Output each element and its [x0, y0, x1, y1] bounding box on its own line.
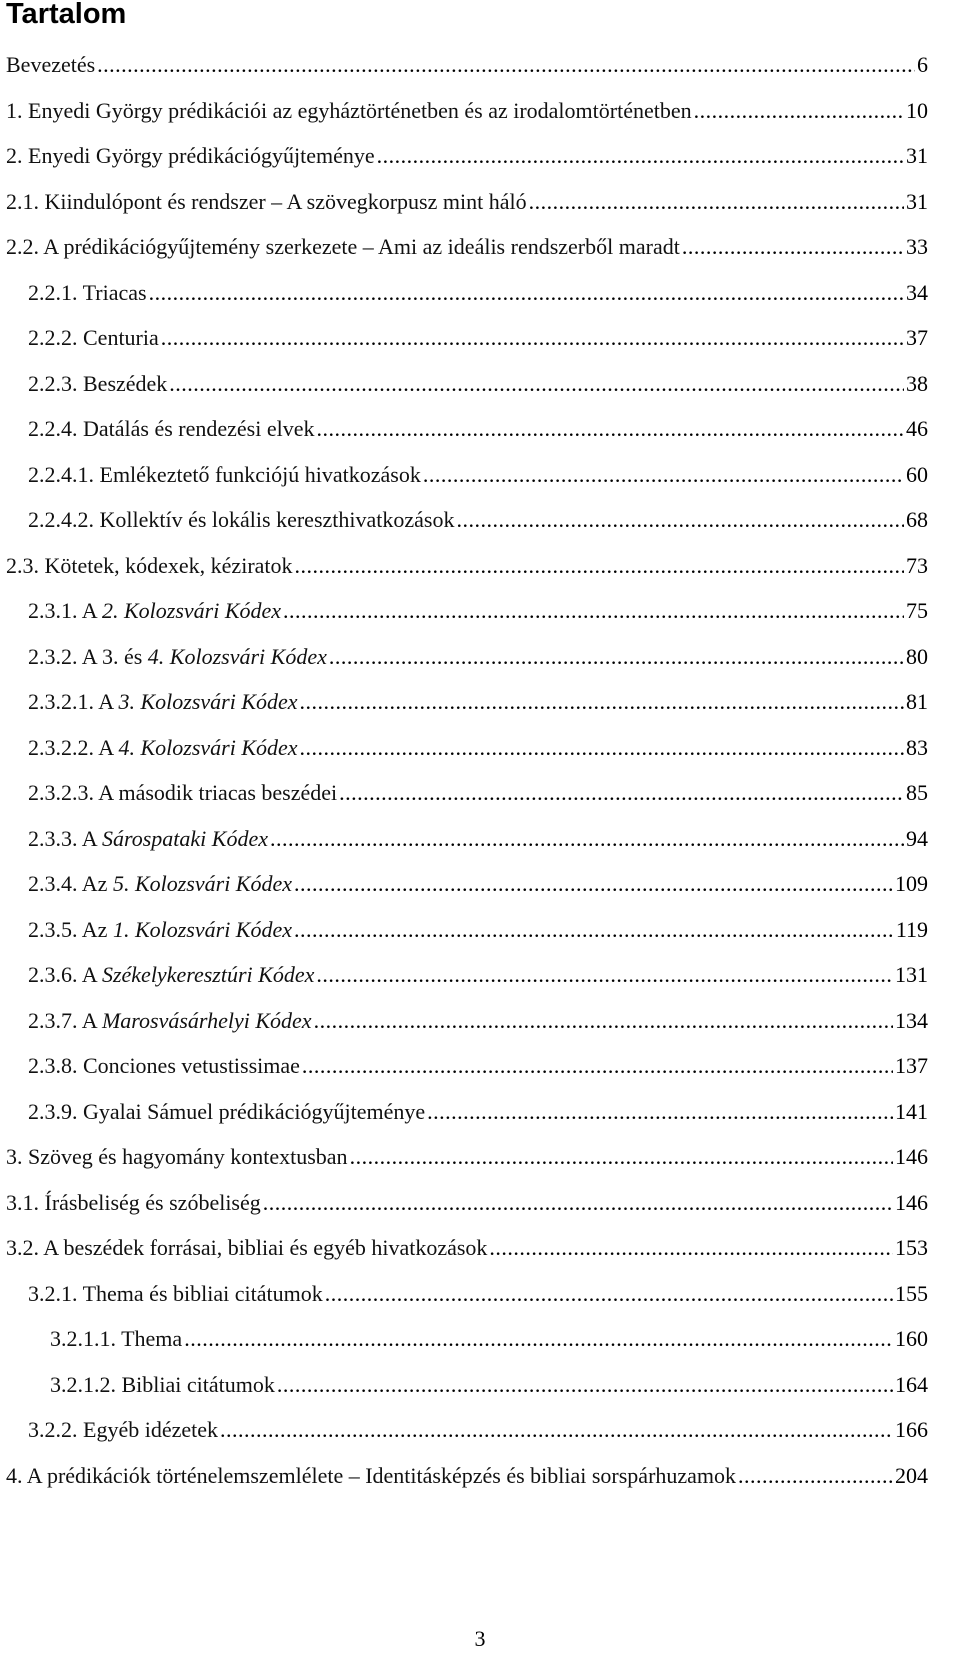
toc-entry-title: [28, 1099, 425, 1125]
toc-leader-dots: [489, 1235, 893, 1261]
toc-page-number: 33: [906, 234, 928, 259]
toc-entry[interactable]: [50, 1362, 928, 1408]
toc-entry-title: [28, 371, 167, 397]
toc-page-number: 80: [906, 643, 928, 669]
toc-entry[interactable]: [6, 133, 928, 179]
toc-entry-title-italic: Székelykeresztúri Kódex: [101, 962, 315, 987]
toc-entry[interactable]: [28, 1089, 928, 1135]
toc-entry-title: [28, 325, 159, 351]
toc-entry-title-text: 2.3.7. A: [28, 1007, 102, 1033]
toc-page-number: 37: [906, 325, 928, 350]
toc-entry[interactable]: [28, 907, 928, 953]
toc-page-number: 134: [895, 1007, 928, 1033]
toc-entry-title-text: 2.3.6. A: [28, 962, 102, 987]
toc-entry-title-text: 3.2. A beszédek forrásai, bibliai és egyéb hivatkozások: [6, 1235, 488, 1260]
toc-page-number: 164: [895, 1371, 928, 1397]
toc-leader-dots: [325, 1281, 893, 1307]
toc-entry[interactable]: [6, 543, 928, 589]
toc-entry-title: [6, 98, 692, 124]
toc-entry[interactable]: [6, 1180, 928, 1226]
toc-entry[interactable]: [28, 1043, 928, 1089]
toc-entry[interactable]: [28, 1407, 928, 1453]
toc-entry-title: [28, 507, 454, 533]
toc-entry[interactable]: [6, 1134, 928, 1180]
toc-entry[interactable]: [6, 1225, 928, 1271]
toc-entry[interactable]: [28, 361, 928, 407]
toc-page-number: 60: [906, 461, 928, 487]
toc-entry-title: [28, 826, 268, 852]
toc-entry-title-text: 2.3.3. A: [28, 825, 102, 851]
toc-entry-title-text: 4. A prédikációk történelemszemlélete – Identitásképzés és bibliai sorspárhuzamok: [6, 1462, 737, 1488]
toc-page-number: 160: [895, 1326, 928, 1351]
toc-entry-title: [28, 917, 292, 943]
toc-entry-title: [28, 871, 292, 897]
toc-page-number: 153: [895, 1235, 928, 1260]
toc-entry[interactable]: [28, 588, 928, 634]
toc-entry-title-text: 2.2.3. Beszédek: [28, 370, 168, 396]
toc-page-number: 204: [895, 1462, 928, 1488]
toc-page-number: 155: [895, 1280, 928, 1306]
toc-entry[interactable]: [28, 861, 928, 907]
toc-entry[interactable]: [6, 88, 928, 134]
toc-entry-title-text: 2.3.2.1. A: [28, 689, 119, 714]
toc-page-number: 31: [906, 143, 928, 168]
toc-entry-title: [28, 735, 298, 761]
toc-page-number: 81: [906, 689, 928, 714]
toc-page-number: 141: [895, 1098, 928, 1124]
toc-entry[interactable]: [28, 770, 928, 816]
toc-entry-title-text: 2.3.2.2. A: [28, 734, 119, 760]
toc-entry-title-text: 1. Enyedi György prédikációi az egyháztörténetben és az irodalomtörténetben: [6, 97, 692, 123]
toc-entry-title: [28, 280, 147, 306]
toc-entry-title: [28, 462, 421, 488]
toc-page-number: 146: [895, 1189, 928, 1215]
toc-entry-title: [6, 52, 95, 78]
toc-leader-dots: [169, 371, 904, 397]
toc-leader-dots: [184, 1326, 893, 1352]
toc-entry-title-text: 2.2. A prédikációgyűjtemény szerkezete – Ami az ideális rendszerből maradt: [6, 234, 680, 259]
toc-entry-title: [6, 1463, 736, 1489]
toc-leader-dots: [316, 962, 893, 988]
toc-entry[interactable]: [6, 1453, 928, 1499]
toc-leader-dots: [295, 553, 904, 579]
toc-page-number: 31: [906, 188, 928, 214]
toc-leader-dots: [377, 143, 904, 169]
toc-entry-title: [50, 1372, 275, 1398]
toc-entry-title: [28, 416, 315, 442]
toc-entry[interactable]: [6, 224, 928, 270]
toc-page-number: 34: [906, 279, 928, 305]
toc-entry[interactable]: [28, 452, 928, 498]
toc-entry-title-italic: 4. Kolozsvári Kódex: [147, 643, 327, 669]
toc-leader-dots: [300, 689, 904, 715]
toc-entry-title: [50, 1326, 182, 1352]
toc-page-number: 109: [895, 871, 928, 896]
toc-entry-title: [28, 1008, 312, 1034]
toc-leader-dots: [329, 644, 904, 670]
toc-entry-title-italic: Sárospataki Kódex: [101, 825, 268, 851]
toc-entry[interactable]: [28, 634, 928, 680]
toc-entry[interactable]: [28, 270, 928, 316]
toc-entry-title: [6, 189, 527, 215]
toc-leader-dots: [456, 507, 904, 533]
toc-entry-title-text: 2.2.2. Centuria: [28, 325, 159, 350]
toc-entry-title-text: 3.1. Írásbeliség és szóbeliség: [6, 1189, 261, 1215]
toc-entry-title-text: 2.1. Kiindulópont és rendszer – A szövegkorpusz mint háló: [6, 188, 527, 214]
toc-entry[interactable]: [28, 497, 928, 543]
toc-entry[interactable]: [28, 406, 928, 452]
toc-entry-title-italic: 3. Kolozsvári Kódex: [118, 689, 298, 714]
toc-entry[interactable]: [50, 1316, 928, 1362]
toc-entry-title-text: 3. Szöveg és hagyomány kontextusban: [6, 1144, 348, 1169]
toc-leader-dots: [694, 98, 904, 124]
toc-page-number: 68: [906, 507, 928, 532]
toc-leader-dots: [302, 1053, 893, 1079]
toc-entry[interactable]: [6, 42, 928, 88]
toc-entry-title: [6, 1190, 261, 1216]
toc-entry[interactable]: [28, 725, 928, 771]
toc-entry[interactable]: [28, 816, 928, 862]
toc-leader-dots: [220, 1417, 893, 1443]
toc-entry-title: [6, 1235, 487, 1261]
toc-page-number: 131: [895, 962, 928, 987]
page-number: 3: [474, 1626, 486, 1651]
toc-page-number: 46: [906, 416, 928, 441]
toc-leader-dots: [300, 735, 904, 761]
toc-leader-dots: [161, 325, 904, 351]
toc-entry-title-text: 3.2.1.1. Thema: [50, 1326, 183, 1351]
toc-leader-dots: [277, 1372, 893, 1398]
toc-entry[interactable]: [28, 952, 928, 998]
toc-page-number: 146: [895, 1144, 928, 1169]
toc-entry-title-text: 2.2.4.2. Kollektív és lokális kereszthivatkozások: [28, 507, 455, 532]
toc-leader-dots: [263, 1190, 893, 1216]
toc-entry[interactable]: [28, 679, 928, 725]
toc-leader-dots: [682, 234, 904, 260]
toc-entry-title-text: 2.2.4.1. Emlékeztető funkciójú hivatkozások: [28, 461, 421, 487]
toc-page-number: 73: [906, 552, 928, 578]
toc-leader-dots: [270, 826, 904, 852]
toc-entry-title-text: 2.3.4. Az: [28, 871, 113, 896]
toc-entry-title-text: 2.3.8. Conciones vetustissimae: [28, 1053, 300, 1078]
toc-entry-title-italic: 4. Kolozsvári Kódex: [118, 734, 298, 760]
toc-entry-title-text: 2.3. Kötetek, kódexek, kéziratok: [6, 552, 293, 578]
toc-entry-title-text: 3.2.1. Thema és bibliai citátumok: [28, 1280, 323, 1306]
toc-entry-title-text: 2.3.2.3. A második triacas beszédei: [28, 780, 338, 805]
page-title: Tartalom: [6, 0, 127, 30]
toc-page-number: 166: [895, 1417, 928, 1442]
toc-entry-title-italic: Marosvásárhelyi Kódex: [101, 1007, 312, 1033]
toc-entry-title-italic: 5. Kolozsvári Kódex: [112, 871, 293, 896]
toc-leader-dots: [339, 780, 904, 806]
toc-page-number: 119: [895, 916, 928, 942]
toc-leader-dots: [423, 462, 904, 488]
toc-entry-title: [28, 689, 298, 715]
toc-entry-title: [6, 1144, 348, 1170]
toc-page-number: 38: [906, 370, 928, 396]
toc-entry-title: [6, 143, 375, 169]
toc-entry-title-text: 2.3.2. A 3. és: [28, 643, 148, 669]
toc-leader-dots: [97, 52, 915, 78]
toc-leader-dots: [350, 1144, 893, 1170]
toc-entry-title: [28, 780, 337, 806]
toc-entry-title-text: 2.2.4. Datálás és rendezési elvek: [28, 416, 315, 441]
toc-entry-title-text: Bevezetés: [6, 52, 96, 77]
toc-entry[interactable]: [6, 179, 928, 225]
toc-leader-dots: [317, 416, 905, 442]
toc-page-number: 137: [895, 1053, 928, 1078]
toc-entry-title-text: 2.3.1. A: [28, 598, 102, 623]
toc-entry-title: [28, 1053, 300, 1079]
toc-entry-title-text: 2.3.9. Gyalai Sámuel prédikációgyűjteménye: [28, 1098, 426, 1124]
toc-entry[interactable]: [28, 315, 928, 361]
toc-entry-title-text: 3.2.1.2. Bibliai citátumok: [50, 1371, 275, 1397]
toc-leader-dots: [149, 280, 904, 306]
toc-entry-title: [6, 234, 680, 260]
toc-leader-dots: [738, 1463, 893, 1489]
toc-leader-dots: [283, 598, 904, 624]
toc-leader-dots: [529, 189, 904, 215]
toc-entry-title: [28, 1417, 218, 1443]
toc-entry[interactable]: [28, 998, 928, 1044]
toc-entry-title: [28, 962, 314, 988]
toc-page-number: 85: [906, 780, 928, 805]
toc-page-number: 75: [906, 598, 928, 623]
toc-leader-dots: [314, 1008, 893, 1034]
toc-entry-title-italic: 2. Kolozsvári Kódex: [101, 598, 282, 623]
toc-entry-title: [28, 598, 281, 624]
toc-entry[interactable]: [28, 1271, 928, 1317]
toc-leader-dots: [294, 917, 894, 943]
toc-page-number: 94: [906, 825, 928, 851]
toc-page-number: 10: [906, 97, 928, 123]
toc-page-number: 83: [906, 734, 928, 760]
toc-entry-title-text: 3.2.2. Egyéb idézetek: [28, 1417, 218, 1442]
toc-entry-title-text: 2.2.1. Triacas: [28, 279, 147, 305]
toc-entry-title: [28, 644, 327, 670]
toc-entry-title: [28, 1281, 323, 1307]
toc-entry-title-italic: 1. Kolozsvári Kódex: [112, 916, 293, 942]
toc-leader-dots: [294, 871, 893, 897]
toc-leader-dots: [427, 1099, 893, 1125]
toc-entry-title-text: 2. Enyedi György prédikációgyűjteménye: [6, 143, 375, 168]
toc-page-number: 6: [917, 52, 928, 77]
toc-entry-title: [6, 553, 293, 579]
toc-entry-title-text: 2.3.5. Az: [28, 916, 113, 942]
